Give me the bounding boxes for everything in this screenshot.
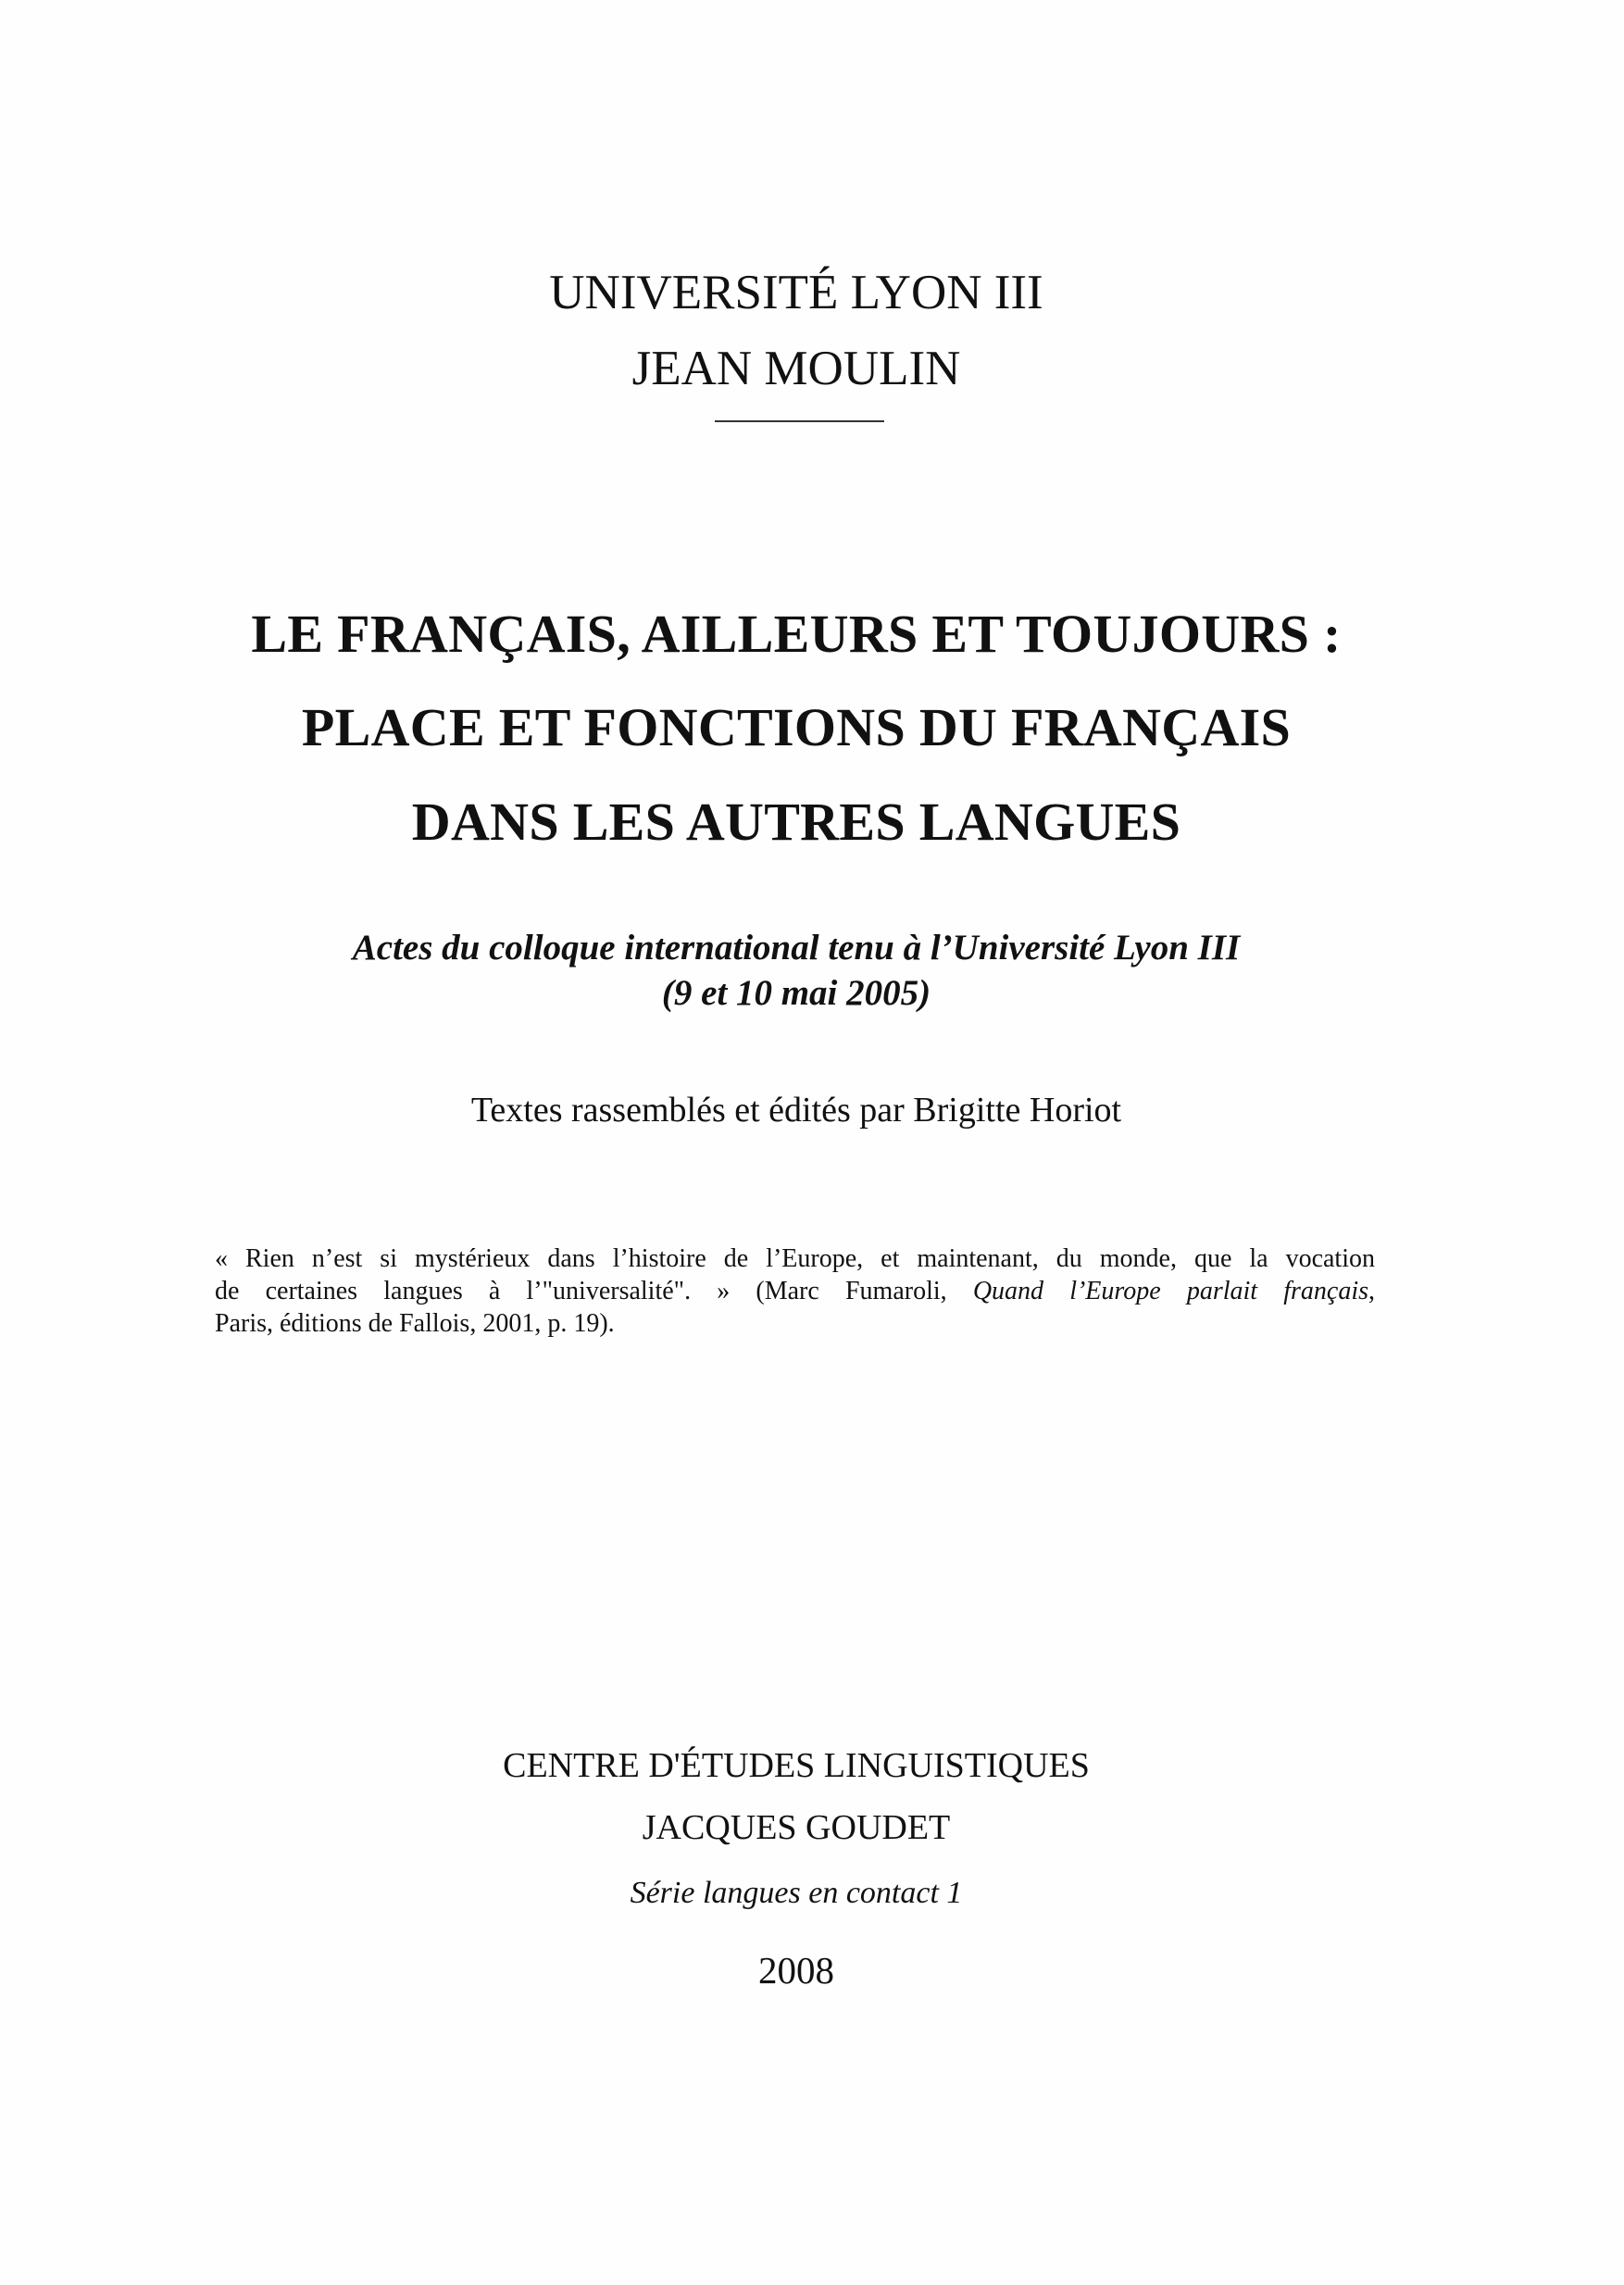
editor-credit: Textes rassemblés et édités par Brigitte Horiot [470, 1091, 1122, 1130]
epigraph-line-3: Paris, éditions de Fallois, 2001, p. 19). [215, 1309, 615, 1338]
publication-year: 2008 [758, 1949, 834, 1992]
separator-rule [715, 420, 884, 422]
book-title-line-2: PLACE ET FONCTIONS DU FRANÇAIS [301, 697, 1292, 757]
epigraph-punct: , [1368, 1277, 1376, 1305]
series-name: Série langues en contact 1 [630, 1876, 963, 1910]
publisher-name: CENTRE D'ÉTUDES LINGUISTIQUES [503, 1746, 1090, 1785]
book-title-line-3: DANS LES AUTRES LANGUES [411, 792, 1181, 852]
book-title-line-1: LE FRANÇAIS, AILLEURS ET TOUJOURS : [251, 604, 1342, 664]
proceedings-subtitle: Actes du colloque international tenu à l’Université Lyon III [352, 928, 1241, 968]
epigraph-quote [215, 1242, 1375, 1340]
epigraph-text: de certaines langues à l’"universalité". » (Marc Fumaroli, [215, 1277, 947, 1305]
institution-name: UNIVERSITÉ LYON III [549, 266, 1043, 319]
epigraph-line-2 [215, 1275, 1375, 1307]
epigraph-line-1: « Rien n’est si mystérieux dans l’histoire de l’Europe, et maintenant, du monde, que la vocation [215, 1244, 1375, 1273]
cited-book-title: Quand l’Europe parlait français [972, 1277, 1369, 1305]
institution-subname: JEAN MOULIN [631, 342, 961, 395]
conference-dates: (9 et 10 mai 2005) [661, 973, 931, 1013]
publisher-subname: JACQUES GOUDET [642, 1808, 951, 1847]
